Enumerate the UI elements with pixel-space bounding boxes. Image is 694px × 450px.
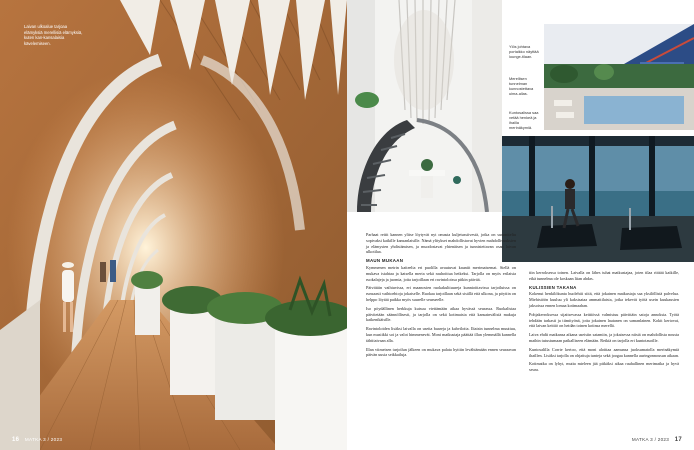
col2-paragraph-1: Kokenut henkilökunta huolehtii siitä, että jokainen matkustaja saa yksilöllistä palvelua. Miehistöön kuuluu yli kaksisataa ammattilaista, jotka tekevät työtä usein kuukausien jaksoissa ennen lomaa kotimaahan. bbox=[529, 291, 679, 308]
col2-paragraph-3: Laiva ehdii matkansa aikana useisiin satamiin, ja jokaisessa niistä on mahdollista nousta maihin tutustumaan paikalliseen elämään. Retkiä on tarjolla eri kuntotasoille. bbox=[529, 332, 679, 343]
pool-caption: Merellisen tunnelman kunnostettava uima-allas. bbox=[509, 76, 534, 96]
gym-illustration bbox=[502, 136, 694, 262]
right-folio-text: MATKA 3 / 2023 bbox=[631, 437, 670, 442]
col2-paragraph-2: Pohjakerroksessa sijaitsevassa keittiössä valmistuu päivittäin satoja annoksia. Työtä tehdään tarkasti ja tiimityönä, jotta jokainen lautanen on samanlainen. Kokit kertovat, että laivan keittiö on heidän toinen kotinsa merellä. bbox=[529, 311, 679, 329]
col1-paragraph-5: Illan viimeisen tarjoilun jälkeen on mukava palata hyttiin levähtämään ennen seuraavan päivän uusia seikkailuja. bbox=[366, 346, 516, 358]
left-page-number: 16 bbox=[12, 437, 20, 443]
subheading-kulissien-takana: KULISSIEN TAKANA bbox=[529, 284, 577, 290]
col1-paragraph-1: Kymmenen metrin kaiteelta eri puolilla avautuvat kauniit merimaisemat. Siellä on mukava istahtaa ja katsella merta sekä rauhoittua hetkeksi. Tarjolla on myös erilaisia ruokalajeja ja juomia, joita tarjoillaan eri ravintoloissa pitkin päivää. bbox=[366, 264, 516, 282]
col2-paragraph-4: Kuntosalilla Corrie kertoo, että moni aloittaa aamunsa juoksumatolla merinäkymiä ihaillen. Lisäksi tarjolla on ohjattuja tunteja sekä joogaa kannella auringonnousun aikaan. bbox=[529, 346, 680, 358]
staircase-illustration bbox=[347, 0, 502, 212]
col1-paragraph-3: Iso pöydällinen herkkuja kutsuu viettämään aikaa hyvässä seurassa. Ruokalistaa päivitetään säännöllisesti, ja tarjolla on sekä kotimaisia että kansainvälisiä makuja kaikenikäisille. bbox=[366, 305, 516, 323]
col2-paragraph-5: Kotimatka on lyhyt, mutta mieleen jää pitkäksi aikaa rauhallinen merimatka ja hyvä seura. bbox=[529, 361, 679, 373]
pool-deck-photo bbox=[544, 24, 694, 130]
pool-deck-illustration bbox=[544, 24, 694, 130]
article-column-1 bbox=[366, 232, 516, 361]
right-page-number: 17 bbox=[674, 437, 682, 443]
col1-paragraph-2: Päivittäin vaihtuvissa, eri maanosien ruokakulttuureja kunnioittavissa tarjoiluissa on runsaasti vaihtoehtoja jokaiselle. Ruokaa tarjoillaan sekä sisällä että ulkona, ja pöytiin on helppo löytää paikka myös suurelle seurueelle. bbox=[366, 285, 516, 302]
right-folio bbox=[632, 437, 682, 443]
col1-intro: Parhaat reitit kannen ylitse löytyvät nyt omasta kuljetussiivestä, jotka on suunniteltu sopivaksi kaikille kansanlaisille. Nämä ylitykset mahdollistavat hyvien mahdollisuuksien ja elämysten yhdistämisen, ja muodostavat yhtenäisen ja tunnistettavan osan laivan ulkotilaa. bbox=[366, 232, 516, 255]
col2-paragraph-0: tiin kerroksessa toinen. Laivalla on lähes tuhat matkustajaa, joten tilaa riittää kaikille, eikä tunnelma ole koskaan liian ahdas. bbox=[529, 270, 679, 281]
staircase-photo bbox=[347, 0, 502, 212]
left-folio bbox=[12, 437, 62, 443]
col1-paragraph-4: Ravintoloiden lisäksi laivalla on useita baareja ja kahviloita. Iltaisin tunnelma muuttuu, kun musiikki soi ja valot himmenevät. Moni matkustaja päättää illan ylemmällä kannella tähtitaivaan alla. bbox=[366, 326, 516, 343]
deck-photo-caption: Laivan ulkoalue tarjoaa elämyksiä merellisiä elämyksiä, kuten kan-kansalaisia kävelemiseen. bbox=[24, 24, 83, 46]
subheading-maun-mukaan: MAUN MUKAAN bbox=[366, 258, 404, 264]
article-column-2 bbox=[529, 270, 679, 376]
gym-photo bbox=[502, 136, 694, 262]
left-folio-text: MATKA 3 / 2023 bbox=[24, 437, 63, 442]
stair-caption: Ylös johtava portaikko näyttää lounge-tilaan. bbox=[509, 44, 539, 59]
gym-caption: Kuntosalissa saa vetää henkeä ja ihailla merinäkymiä. bbox=[509, 110, 539, 130]
